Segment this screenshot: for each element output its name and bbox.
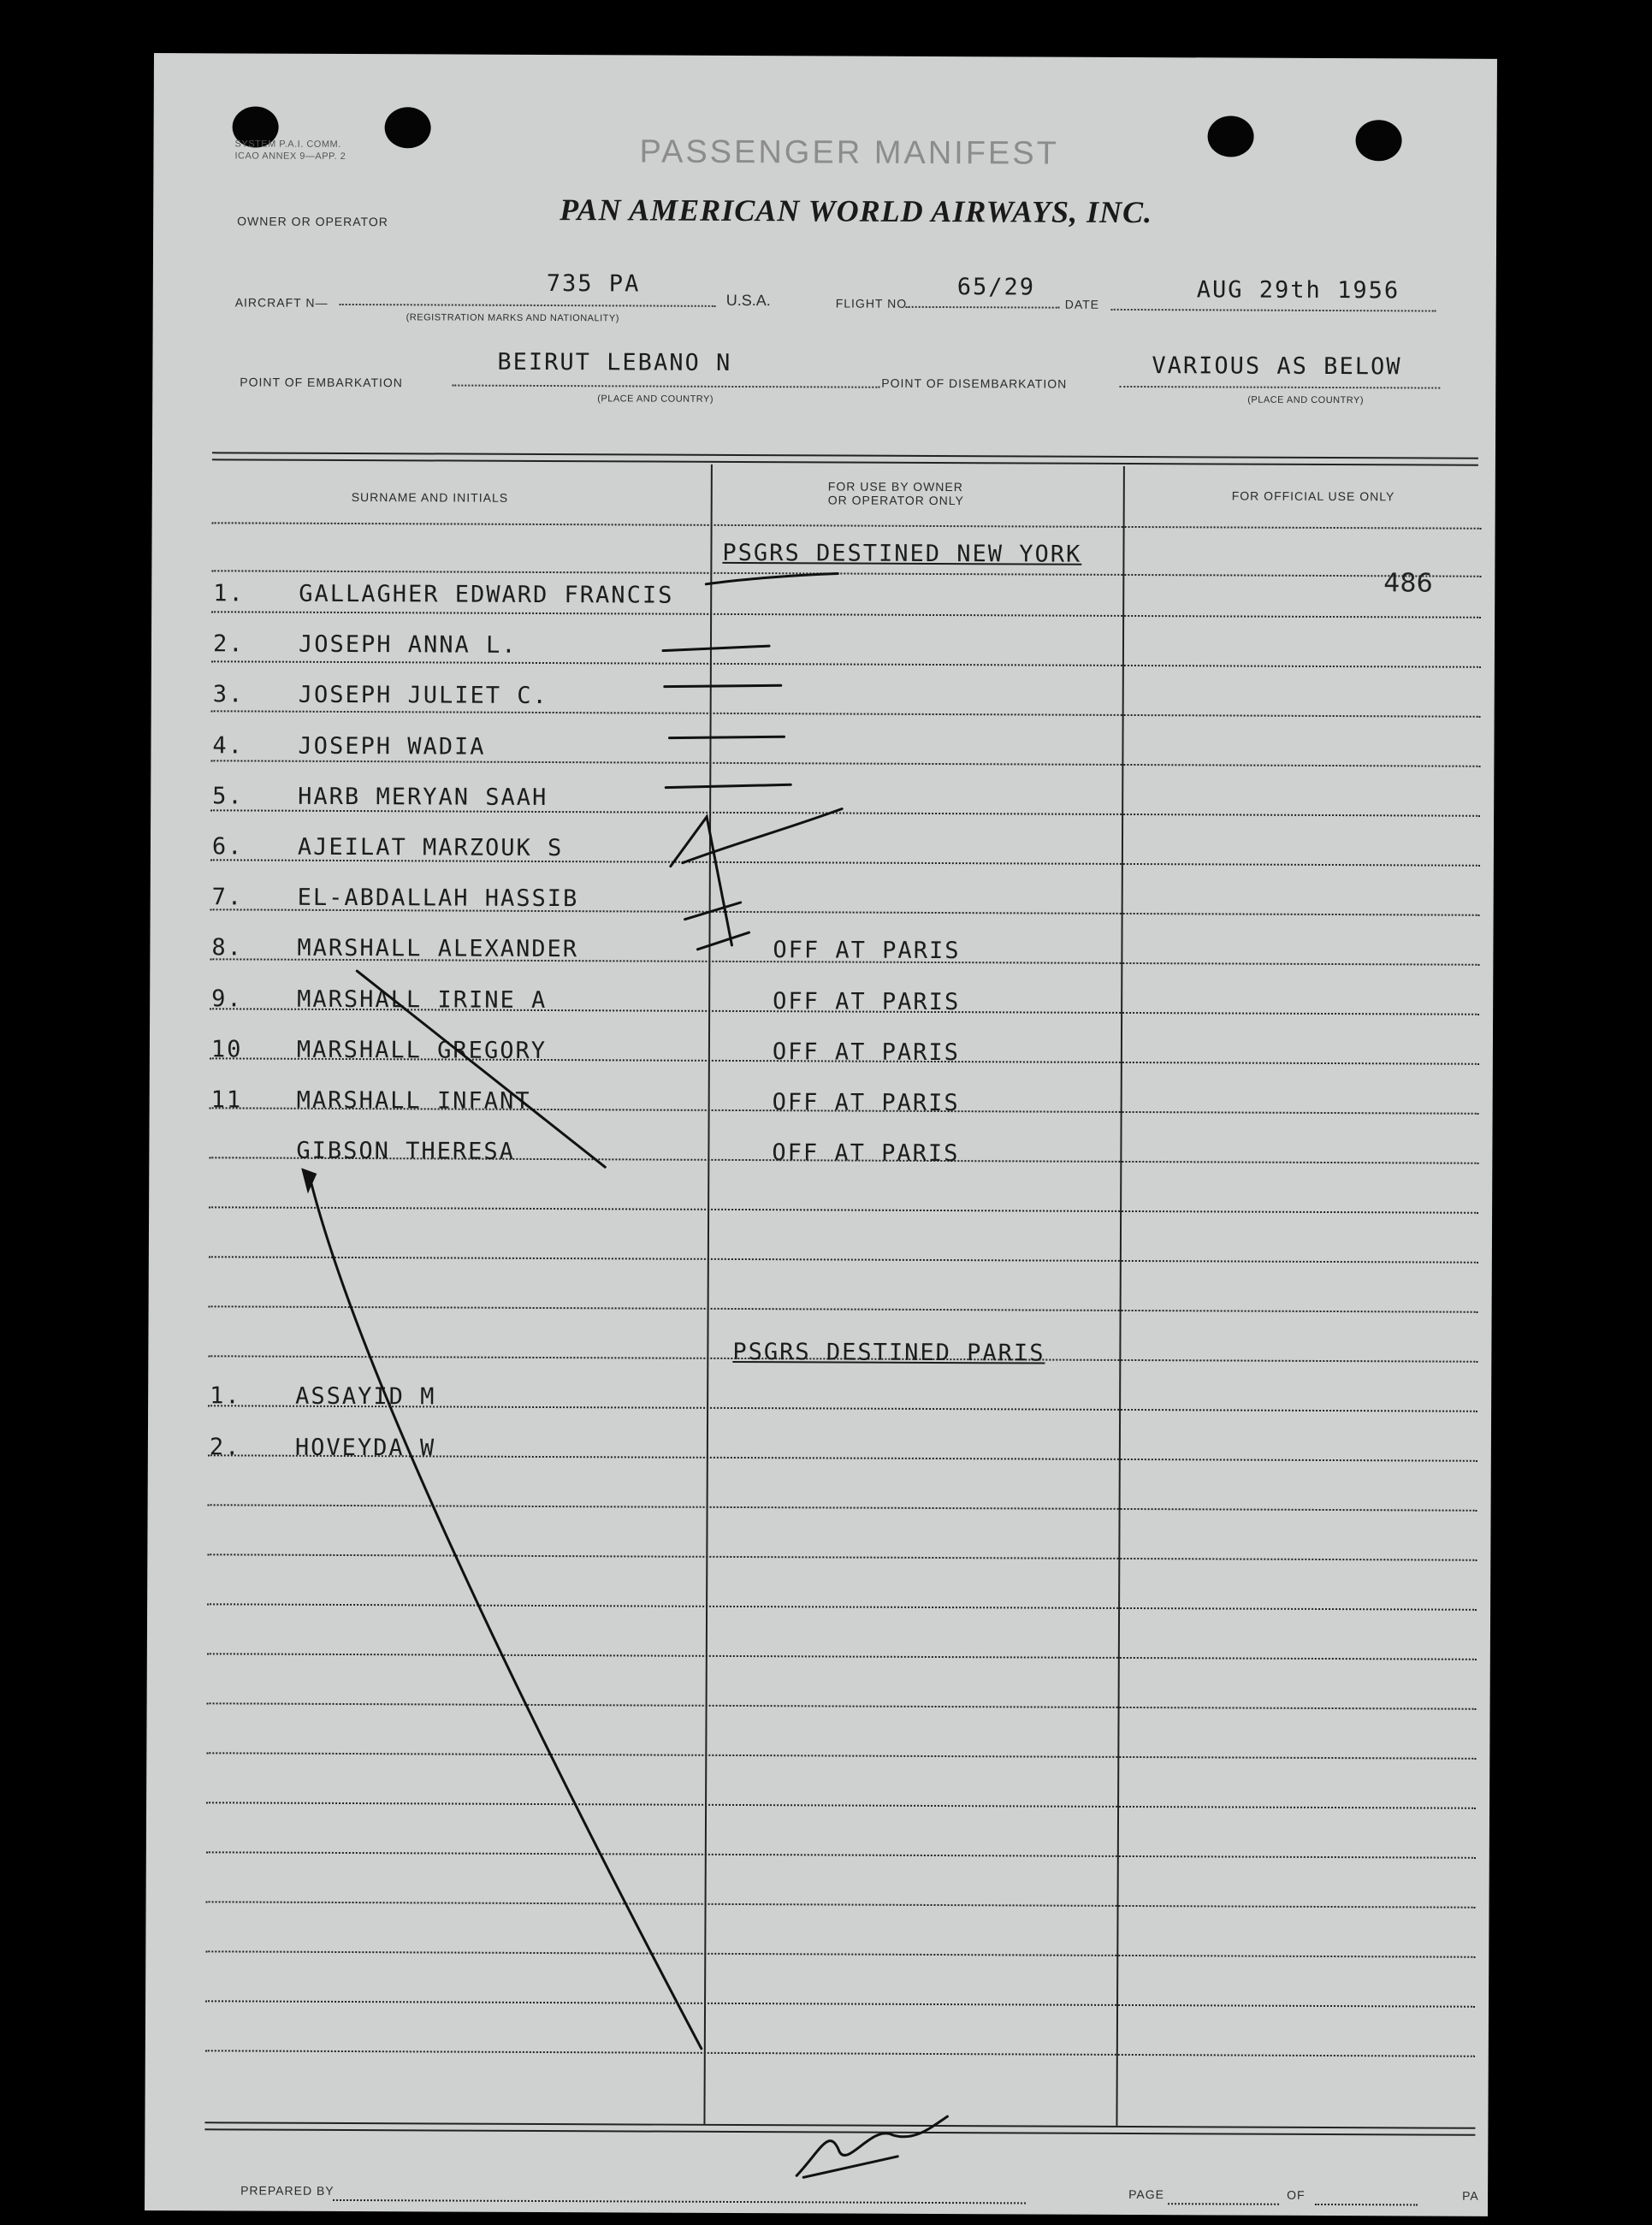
passenger-note: OFF AT PARIS bbox=[772, 1038, 961, 1066]
form-note-2: ICAO ANNEX 9—APP. 2 bbox=[234, 151, 346, 162]
page-label: PAGE bbox=[1128, 2187, 1164, 2202]
row-number: 8. bbox=[211, 934, 244, 962]
pa-label: PA bbox=[1462, 2188, 1479, 2203]
passenger-name: JOSEPH JULIET C. bbox=[298, 682, 548, 710]
passenger-name: GALLAGHER EDWARD FRANCIS bbox=[299, 580, 674, 609]
flight-label: FLIGHT NO. bbox=[835, 296, 912, 311]
row-number: 1. bbox=[210, 1382, 241, 1410]
handwritten-marks bbox=[145, 53, 1497, 2216]
row-number: 7. bbox=[211, 884, 244, 911]
row-number: 2. bbox=[209, 1434, 241, 1461]
usa-label: U.S.A. bbox=[725, 291, 771, 310]
of-label: OF bbox=[1287, 2187, 1306, 2202]
page-title: PASSENGER MANIFEST bbox=[639, 133, 1059, 172]
tick-mark bbox=[670, 737, 785, 739]
disembark-label: POINT OF DISEMBARKATION bbox=[881, 376, 1068, 391]
section-heading-new-york: PSGRS DESTINED NEW YORK bbox=[722, 539, 1082, 568]
passenger-name: JOSEPH WADIA bbox=[298, 732, 486, 760]
owner-label: OWNER OR OPERATOR bbox=[237, 214, 388, 229]
row-number: 9. bbox=[211, 985, 243, 1013]
passenger-name: GIBSON THERESA bbox=[296, 1137, 516, 1166]
col-header-name: SURNAME AND INITIALS bbox=[351, 490, 509, 505]
embark-value: BEIRUT LEBANO N bbox=[497, 348, 732, 376]
passenger-name: MARSHALL ALEXANDER bbox=[297, 935, 579, 963]
long-line bbox=[306, 1178, 705, 2049]
row-number: 11 bbox=[210, 1086, 243, 1114]
tick-mark bbox=[666, 784, 790, 789]
passenger-name: ASSAYID M bbox=[295, 1382, 436, 1411]
col-header-official: FOR OFFICIAL USE ONLY bbox=[1231, 488, 1395, 504]
row-number: 6. bbox=[211, 833, 244, 861]
passenger-name: MARSHALL IRINE A bbox=[297, 985, 548, 1014]
tick-mark bbox=[665, 685, 781, 688]
tick-mark bbox=[706, 573, 838, 585]
passenger-name: AJEILAT MARZOUK S bbox=[297, 833, 564, 862]
row-number: 1. bbox=[213, 580, 245, 607]
initial-mark bbox=[670, 817, 749, 950]
form-note-1: SYSTEM P.A.I. COMM. bbox=[234, 139, 341, 150]
section-heading-paris: PSGRS DESTINED PARIS bbox=[732, 1338, 1045, 1367]
row-number: 10 bbox=[210, 1036, 243, 1063]
disembark-value: VARIOUS AS BELOW bbox=[1152, 352, 1402, 381]
passenger-note: OFF AT PARIS bbox=[772, 1139, 960, 1168]
passenger-name: MARSHALL GREGORY bbox=[296, 1036, 548, 1064]
row-number: 5. bbox=[212, 783, 244, 810]
strike-line bbox=[356, 971, 606, 1167]
passenger-name: HOVEYDA W bbox=[294, 1434, 436, 1462]
aircraft-label: AIRCRAFT N— bbox=[234, 295, 329, 310]
embark-label: POINT OF EMBARKATION bbox=[240, 375, 403, 390]
row-number: 2. bbox=[212, 630, 245, 658]
embark-caption: (PLACE AND COUNTRY) bbox=[597, 394, 714, 405]
row-number: 3. bbox=[212, 681, 245, 708]
owner-value: PAN AMERICAN WORLD AIRWAYS, INC. bbox=[560, 192, 1153, 230]
passenger-name: HARB MERYAN SAAH bbox=[298, 783, 548, 811]
passenger-name: JOSEPH ANNA L. bbox=[298, 630, 518, 660]
aircraft-caption: (REGISTRATION MARKS AND NATIONALITY) bbox=[406, 312, 619, 324]
date-label: DATE bbox=[1064, 297, 1100, 311]
passenger-name: MARSHALL INFANT bbox=[296, 1086, 531, 1115]
date-value: AUG 29th 1956 bbox=[1196, 276, 1400, 305]
row-number: 4. bbox=[212, 731, 245, 760]
passenger-note: OFF AT PARIS bbox=[772, 1089, 960, 1117]
col-header-owner-line2: OR OPERATOR ONLY bbox=[827, 493, 964, 508]
flight-value: 65/29 bbox=[956, 274, 1036, 301]
passenger-name: EL-ABDALLAH HASSIB bbox=[297, 884, 579, 913]
official-mark: 486 bbox=[1383, 568, 1433, 599]
prepared-label: PREPARED BY bbox=[240, 2183, 335, 2198]
col-header-owner-line1: FOR USE BY OWNER bbox=[827, 479, 963, 494]
disembark-caption: (PLACE AND COUNTRY) bbox=[1247, 394, 1365, 406]
manifest-sheet bbox=[145, 53, 1497, 2216]
aircraft-value: 735 PA bbox=[546, 270, 641, 298]
passenger-note: OFF AT PARIS bbox=[773, 987, 961, 1015]
signature bbox=[796, 2116, 947, 2178]
tick-mark bbox=[663, 646, 769, 652]
passenger-note: OFF AT PARIS bbox=[773, 937, 961, 965]
